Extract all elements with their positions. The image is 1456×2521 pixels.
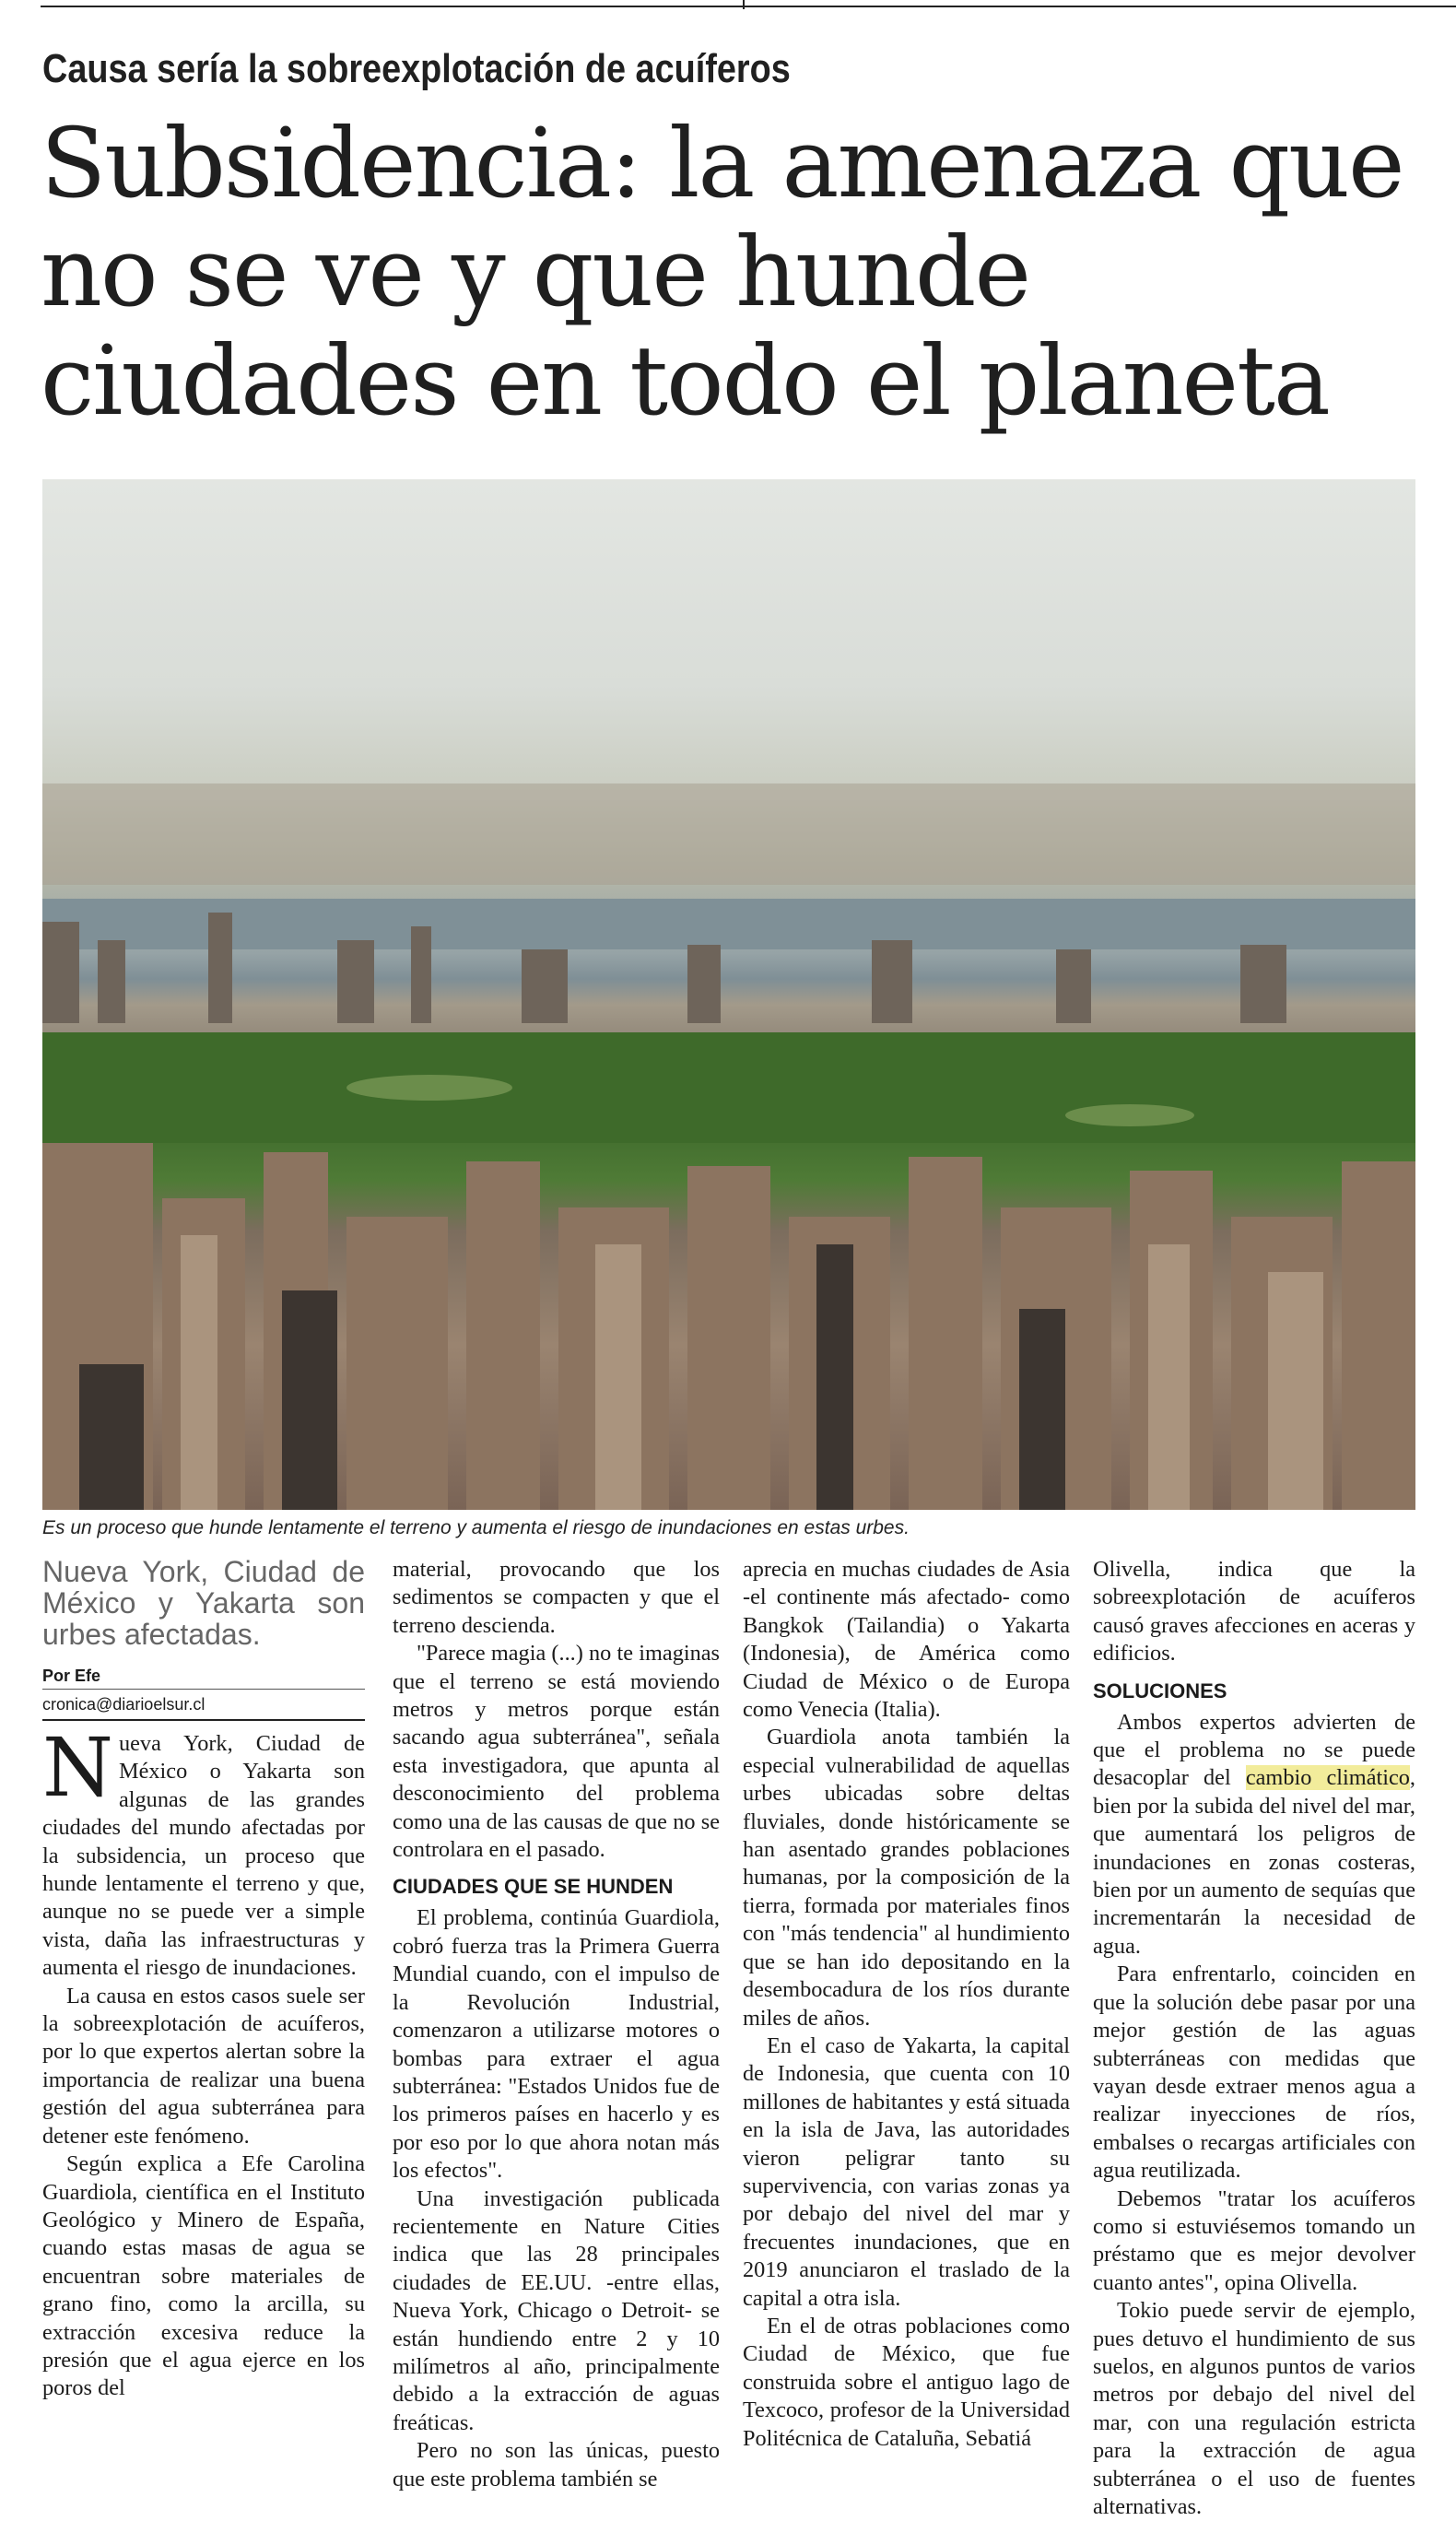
drop-cap: N bbox=[42, 1720, 113, 1815]
top-rule-tick bbox=[743, 0, 745, 9]
photo-caption: Es un proceso que hunde lentamente el terreno y aumenta el riesgo de inundaciones en estas urbes. bbox=[42, 1517, 910, 1538]
article-column-1 bbox=[42, 1556, 365, 2478]
paragraph: El problema, continúa Guardiola, cobró fuerza tras la Primera Guerra Mundial cuando, con el impulso de la Revolución Industrial, comenzaron a utilizarse motores o bombas para extraer el agua subterránea: "Estados Unidos fue de los primeros países en hacerlo y es por eso por lo que ahora notan más los efectos". bbox=[393, 1905, 720, 2184]
paragraph: Una investigación publicada recientemente en Nature Cities indica que las 28 principales ciudades de EE.UU. -entre ellas, Nueva York, Chicago o Detroit- se están hundiendo entre 2 y 10 milímetros al año, principalmente debido a la extracción de aguas freáticas. bbox=[393, 2185, 720, 2435]
top-rule bbox=[41, 0, 1456, 7]
headline: Subsidencia: la amenaza que no se ve y que hunde ciudades en todo el planeta bbox=[41, 107, 1403, 437]
paragraph: "Parece magia (...) no te imaginas que el terreno se está moviendo metros y metros porque están sacando agua subterránea", señala esta investigadora, que apunta al desconocimiento del problema como una de las causas de que no se controlara en el pasado. bbox=[393, 1641, 720, 1863]
paragraph: aprecia en muchas ciudades de Asia -el continente más afectado- como Bangkok (Tailandia) o Yakarta (Indonesia), de América como Ciudad de México o de Europa como Venecia (Italia). bbox=[743, 1557, 1070, 1723]
paragraph: Tokio puede servir de ejemplo, pues detuvo el hundimiento de sus suelos, en algunos puntos de varios metros por debajo del nivel del mar, con una regulación estricta para la extracción de agua subterránea o el uso de fuentes alternativas. bbox=[1093, 2298, 1415, 2519]
byline-author: Por Efe bbox=[42, 1665, 365, 1690]
paragraph: Para enfrentarlo, coinciden en que la solución debe pasar por una mejor gestión de las aguas subterráneas con medidas que vayan desde extraer menos agua a realizar inyecciones de ríos, embalses o recargas artificiales con agua reutilizada. bbox=[1093, 1961, 1415, 2184]
paragraph: Olivella, indica que la sobreexplotación de acuíferos causó graves afecciones en aceras y edificios. bbox=[1093, 1557, 1415, 1667]
paragraph: Ambos expertos advierten de que el problema no se puede desacoplar del cambio climático, bien por la subida del nivel del mar, que aumentará los peligros de inundaciones en zonas costeras, bien por un aumento de sequías que incrementarán la necesidad de agua. bbox=[1093, 1709, 1415, 1959]
article-column-4 bbox=[1093, 1556, 1415, 2519]
deck: Nueva York, Ciudad de México y Yakarta son urbes afectadas. bbox=[42, 1555, 365, 1651]
byline-email[interactable]: cronica@diarioelsur.cl bbox=[42, 1695, 205, 1714]
paragraph: material, provocando que los sedimentos se compacten y que el terreno descienda. bbox=[393, 1557, 720, 1638]
subhead-ciudades: CIUDADES QUE SE HUNDEN bbox=[393, 1875, 674, 1899]
paragraph: Debemos "tratar los acuíferos como si estuviésemos tomando un préstamo que es mejor devolver cuanto antes", opina Olivella. bbox=[1093, 2185, 1415, 2295]
subhead-soluciones: SOLUCIONES bbox=[1093, 1679, 1227, 1702]
highlighted-text: cambio climático bbox=[1245, 1765, 1410, 1791]
byline-block bbox=[42, 1665, 365, 1721]
paragraph: En el caso de Yakarta, la capital de Indonesia, que cuenta con 10 millones de habitantes y está situada en la isla de Java, las autoridades vieron peligrar tanto su supervivencia, con varias zonas ya por debajo del nivel del mar y frecuentes inundaciones, que en 2019 anunciaron el traslado de la capital a otra isla. bbox=[743, 2032, 1070, 2311]
article-column-3 bbox=[743, 1556, 1070, 2478]
skyline-illustration bbox=[42, 479, 1415, 1510]
paragraph: Nueva York, Ciudad de México o Yakarta son algunas de las grandes ciudades del mundo afectadas por la subsidencia, un proceso que hunde lentamente el terreno y que, aunque no se puede ver a simple vista, daña las infraestructuras y aumenta el riesgo de inundaciones. bbox=[42, 1720, 365, 1981]
kicker: Causa sería la sobreexplotación de acuíferos bbox=[42, 46, 791, 91]
paragraph: Guardiola anota también la especial vulnerabilidad de aquellas urbes ubicadas sobre deltas fluviales, donde históricamente se han asentado grandes poblaciones humanas, por la composición de la tierra, formada por materiales finos con "más tendencia" al hundimiento que se han ido depositando en la desembocadura de los ríos durante miles de años. bbox=[743, 1725, 1070, 2031]
city-aerial-photo bbox=[42, 479, 1415, 1510]
paragraph: En el de otras poblaciones como Ciudad de México, que fue construida sobre el antiguo lago de Texcoco, profesor de la Universidad Politécnica de Cataluña, Sebatiá bbox=[743, 2313, 1070, 2451]
paragraph: Pero no son las únicas, puesto que este problema también se bbox=[393, 2438, 720, 2492]
article-column-2 bbox=[393, 1556, 720, 2492]
paragraph: Según explica a Efe Carolina Guardiola, científica en el Instituto Geológico y Minero de España, cuando estas masas de agua se encuentran sobre materiales de grano fino, como la arcilla, su extracción excesiva reduce la presión que el agua ejerce en los poros del bbox=[42, 2151, 365, 2401]
paragraph: La causa en estos casos suele ser la sobreexplotación de acuíferos, por lo que expertos alertan sobre la importancia de realizar una buena gestión del agua subterránea para detener este fenómeno. bbox=[42, 1983, 365, 2149]
